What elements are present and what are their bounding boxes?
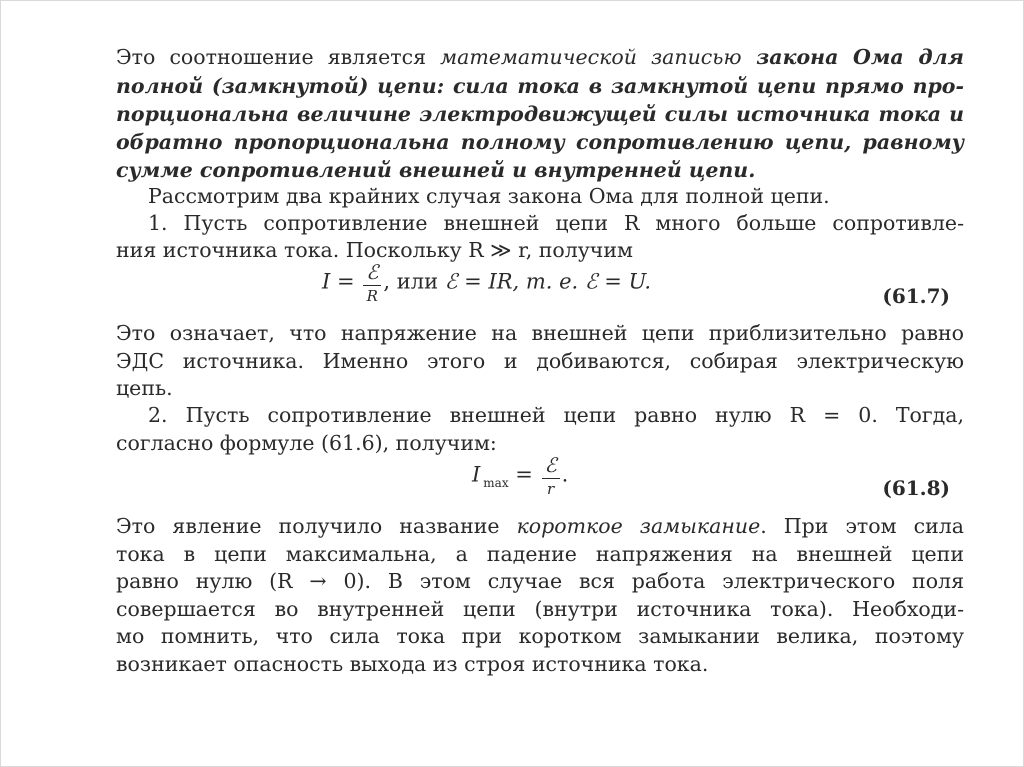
formula-lhs: I =	[322, 269, 355, 294]
para3-line6: возникает опасность выхода из строя источника тока.	[116, 652, 709, 676]
para1-italic-term: математической записью	[440, 45, 742, 69]
para3-text: . При этом сила	[760, 514, 964, 538]
equation-number-61-7: (61.7)	[882, 284, 950, 308]
para2-line: Рассмотрим два крайних случая закона Ома для полной цепи.	[148, 184, 830, 208]
fraction-emf-over-r	[542, 455, 560, 497]
para3-line2: тока в цепи максимальна, а падение напряжения на внешней цепи	[116, 542, 964, 566]
formula-text: , или	[383, 269, 445, 294]
fraction-denominator: r	[542, 478, 560, 497]
formula-61-7	[322, 262, 651, 318]
emf-symbol: ℰ	[584, 269, 598, 294]
equation-number-61-8: (61.8)	[882, 476, 950, 500]
formula-text: = U.	[597, 269, 652, 294]
para3-line5: мо помнить, что сила тока при коротком замыкании велика, поэтому	[116, 624, 964, 648]
para1-text: Это соотношение является	[116, 45, 441, 69]
para1-bold-term: закона Ома для	[741, 45, 964, 69]
case1-line1: 1. Пусть сопротивление внешней цепи R много больше сопротивле-	[148, 211, 964, 235]
fraction-emf-over-R	[363, 262, 381, 304]
fraction-numerator: ℰ	[544, 453, 557, 477]
case1-line2: ния источника тока. Поскольку R ≫ r, получим	[116, 238, 633, 262]
fraction-numerator: ℰ	[366, 260, 379, 284]
case2-line1: 2. Пусть сопротивление внешней цепи равно нулю R = 0. Тогда,	[148, 403, 964, 427]
equals-sign: =	[508, 462, 540, 487]
case1-after-line3: цепь.	[116, 376, 173, 400]
formula-lhs: I	[472, 462, 481, 487]
textbook-page	[114, 44, 964, 689]
para1-line5: сумме сопротивлений внешней и внутренней цепи.	[116, 158, 756, 182]
para1-line2: полной (замкнутой) цепи: сила тока в замкнутой цепи прямо про-	[116, 74, 964, 98]
formula-period: .	[561, 462, 569, 487]
emf-symbol: ℰ	[444, 269, 458, 294]
para1-line1	[116, 44, 964, 70]
case1-after-line1: Это означает, что напряжение на внешней цепи приблизительно равно	[116, 321, 964, 345]
para3-line1	[116, 513, 964, 539]
para3-italic-term: короткое замыкание	[516, 514, 761, 538]
para1-line4: обратно пропорциональна полному сопротивлению цепи, равному	[116, 130, 964, 154]
case1-after-line2: ЭДС источника. Именно этого и добиваются, собирая электрическую	[116, 349, 964, 373]
case2-line2: согласно формуле (61.6), получим:	[116, 431, 497, 455]
para3-line4: совершается во внутренней цепи (внутри источника тока). Необходи-	[116, 597, 964, 621]
subscript-max: max	[483, 475, 509, 490]
para1-line3: порциональна величине электродвижущей силы источника тока и	[116, 102, 964, 126]
para3-line3: равно нулю (R → 0). В этом случае вся работа электрического поля	[116, 569, 964, 593]
fraction-denominator: R	[363, 285, 381, 304]
para3-text: Это явление получило название	[116, 514, 517, 538]
formula-text: = IR, т. е.	[457, 269, 585, 294]
formula-61-8	[472, 455, 568, 511]
